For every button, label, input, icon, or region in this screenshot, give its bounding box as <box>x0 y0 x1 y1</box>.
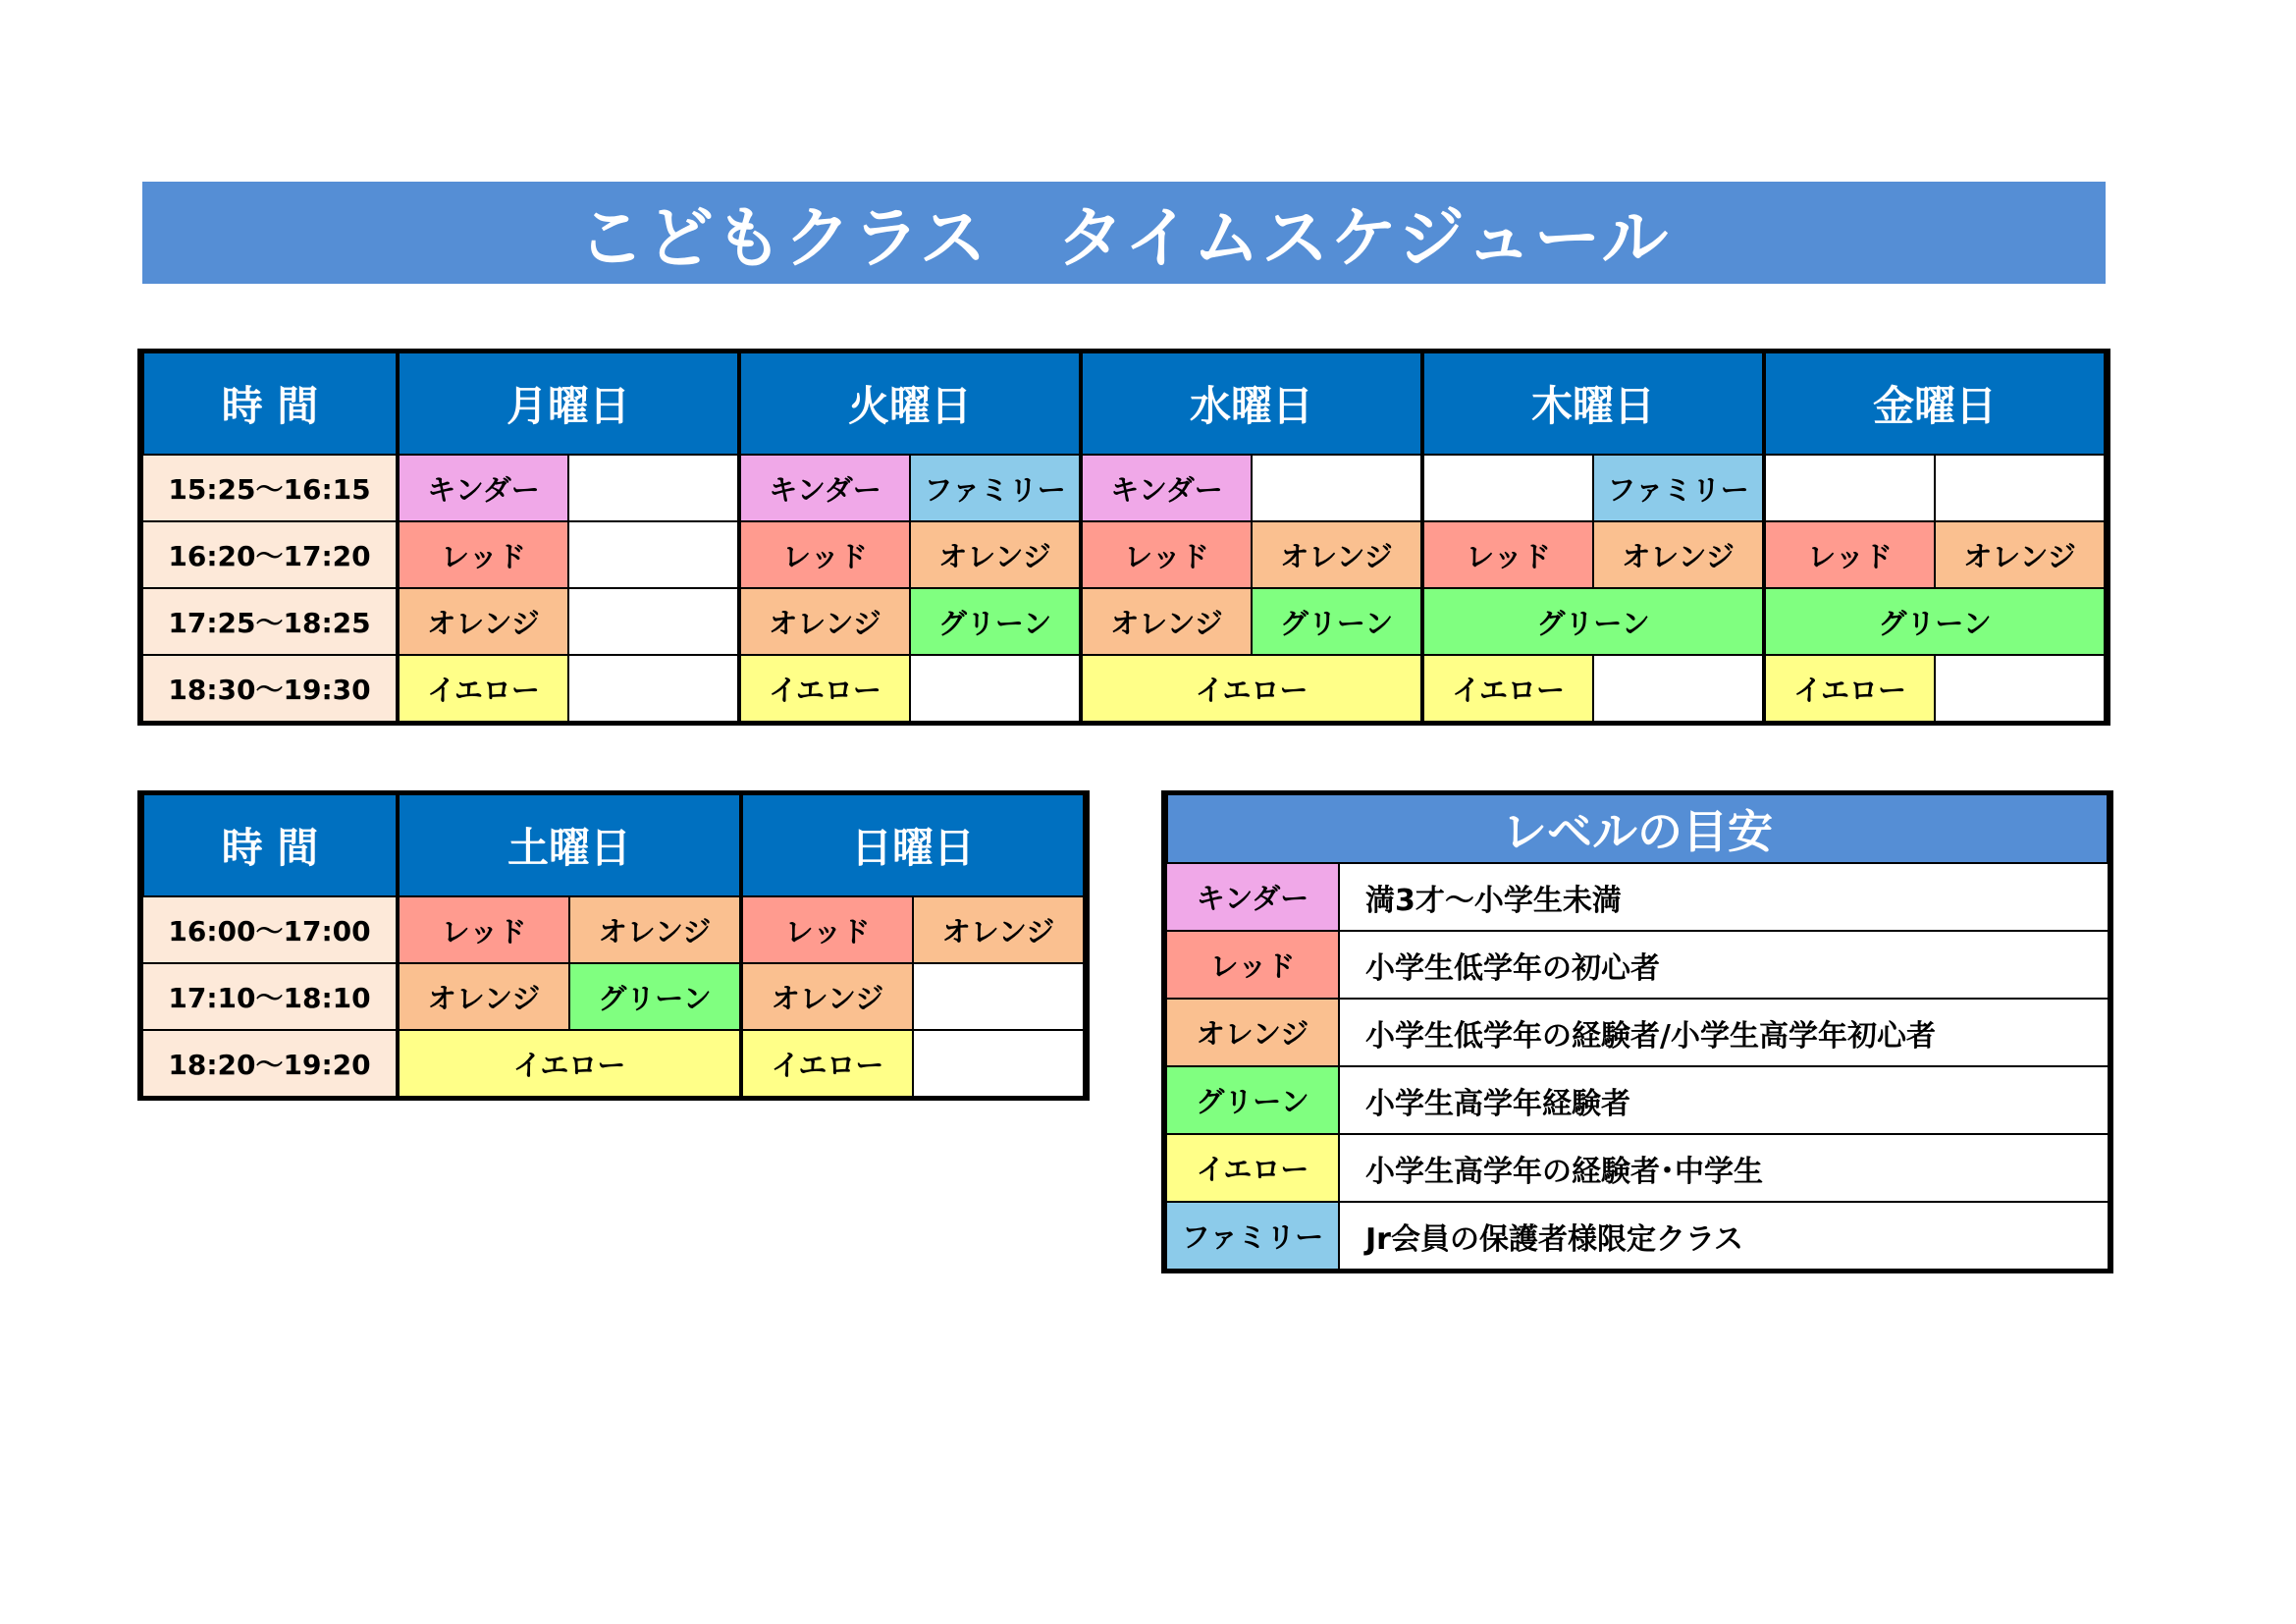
empty-cell <box>1764 455 1935 521</box>
level-name: グリーン <box>1166 1066 1339 1134</box>
class-cell: レッド <box>398 896 569 963</box>
weekday-day-header: 木曜日 <box>1422 352 1764 455</box>
empty-cell <box>1422 455 1593 521</box>
class-cell: オレンジ <box>1252 521 1422 588</box>
class-cell: レッド <box>739 521 910 588</box>
class-cell: オレンジ <box>398 963 569 1030</box>
empty-cell <box>1252 455 1422 521</box>
empty-cell <box>913 963 1085 1030</box>
weekday-header-row <box>142 352 2106 455</box>
weekday-day-header: 金曜日 <box>1764 352 2106 455</box>
class-cell: オレンジ <box>398 588 568 655</box>
weekend-day-header: 日曜日 <box>741 794 1085 896</box>
weekend-body <box>142 896 1085 1097</box>
weekend-header-row <box>142 794 1085 896</box>
weekend-row <box>142 963 1085 1030</box>
class-cell: レッド <box>1081 521 1252 588</box>
class-cell: グリーン <box>1764 588 2106 655</box>
empty-cell <box>1935 655 2106 722</box>
empty-cell <box>568 588 739 655</box>
empty-cell <box>1935 455 2106 521</box>
weekday-time-header: 時 間 <box>142 352 398 455</box>
time-slot: 16:20～17:20 <box>142 521 398 588</box>
level-row <box>1166 1202 2109 1270</box>
class-cell: イエロー <box>398 655 568 722</box>
class-cell: グリーン <box>910 588 1081 655</box>
class-cell: レッド <box>1764 521 1935 588</box>
class-cell: レッド <box>741 896 913 963</box>
empty-cell <box>910 655 1081 722</box>
weekday-row <box>142 588 2106 655</box>
time-slot: 16:00～17:00 <box>142 896 398 963</box>
weekday-row <box>142 521 2106 588</box>
level-guide-table <box>1164 793 2110 1271</box>
page-title: こどもクラス タイムスケジュール <box>142 182 2106 284</box>
class-cell: イエロー <box>398 1030 741 1097</box>
class-cell: キンダー <box>1081 455 1252 521</box>
empty-cell <box>568 455 739 521</box>
level-name: ファミリー <box>1166 1202 1339 1270</box>
weekday-row <box>142 655 2106 722</box>
class-cell: オレンジ <box>1935 521 2106 588</box>
level-description: 小学生低学年の初心者 <box>1339 931 2109 999</box>
level-description: 小学生低学年の経験者/小学生高学年初心者 <box>1339 999 2109 1066</box>
empty-cell <box>568 655 739 722</box>
class-cell: グリーン <box>1252 588 1422 655</box>
class-cell: グリーン <box>1422 588 1764 655</box>
time-slot: 17:10～18:10 <box>142 963 398 1030</box>
level-row <box>1166 1134 2109 1202</box>
time-slot: 18:30～19:30 <box>142 655 398 722</box>
time-slot: 18:20～19:20 <box>142 1030 398 1097</box>
level-guide-body <box>1166 863 2109 1270</box>
class-cell: オレンジ <box>910 521 1081 588</box>
weekday-body <box>142 455 2106 722</box>
class-cell: キンダー <box>739 455 910 521</box>
empty-cell <box>913 1030 1085 1097</box>
class-cell: オレンジ <box>1593 521 1764 588</box>
weekday-day-header: 月曜日 <box>398 352 739 455</box>
level-name: オレンジ <box>1166 999 1339 1066</box>
level-row <box>1166 999 2109 1066</box>
class-cell: イエロー <box>1422 655 1593 722</box>
class-cell: オレンジ <box>569 896 741 963</box>
time-slot: 15:25～16:15 <box>142 455 398 521</box>
empty-cell <box>1593 655 1764 722</box>
class-cell: オレンジ <box>739 588 910 655</box>
class-cell: ファミリー <box>910 455 1081 521</box>
weekday-day-header: 火曜日 <box>739 352 1081 455</box>
time-slot: 17:25～18:25 <box>142 588 398 655</box>
level-description: Jr会員の保護者様限定クラス <box>1339 1202 2109 1270</box>
class-cell: イエロー <box>1764 655 1935 722</box>
level-description: 小学生高学年経験者 <box>1339 1066 2109 1134</box>
class-cell: イエロー <box>1081 655 1422 722</box>
level-name: レッド <box>1166 931 1339 999</box>
class-cell: レッド <box>1422 521 1593 588</box>
class-cell: イエロー <box>741 1030 913 1097</box>
class-cell: オレンジ <box>741 963 913 1030</box>
weekend-schedule-table <box>140 793 1087 1098</box>
empty-cell <box>568 521 739 588</box>
class-cell: ファミリー <box>1593 455 1764 521</box>
class-cell: グリーン <box>569 963 741 1030</box>
weekday-schedule-table <box>140 352 2108 723</box>
class-cell: レッド <box>398 521 568 588</box>
weekday-row <box>142 455 2106 521</box>
level-name: キンダー <box>1166 863 1339 931</box>
level-row <box>1166 1066 2109 1134</box>
class-cell: オレンジ <box>1081 588 1252 655</box>
level-name: イエロー <box>1166 1134 1339 1202</box>
weekend-row <box>142 1030 1085 1097</box>
level-guide-title: レベルの目安 <box>1166 794 2109 863</box>
weekday-day-header: 水曜日 <box>1081 352 1422 455</box>
level-row <box>1166 863 2109 931</box>
weekend-row <box>142 896 1085 963</box>
weekend-day-header: 土曜日 <box>398 794 741 896</box>
level-row <box>1166 931 2109 999</box>
weekend-time-header: 時 間 <box>142 794 398 896</box>
class-cell: オレンジ <box>913 896 1085 963</box>
class-cell: キンダー <box>398 455 568 521</box>
class-cell: イエロー <box>739 655 910 722</box>
level-description: 小学生高学年の経験者･中学生 <box>1339 1134 2109 1202</box>
level-description: 満3才～小学生未満 <box>1339 863 2109 931</box>
